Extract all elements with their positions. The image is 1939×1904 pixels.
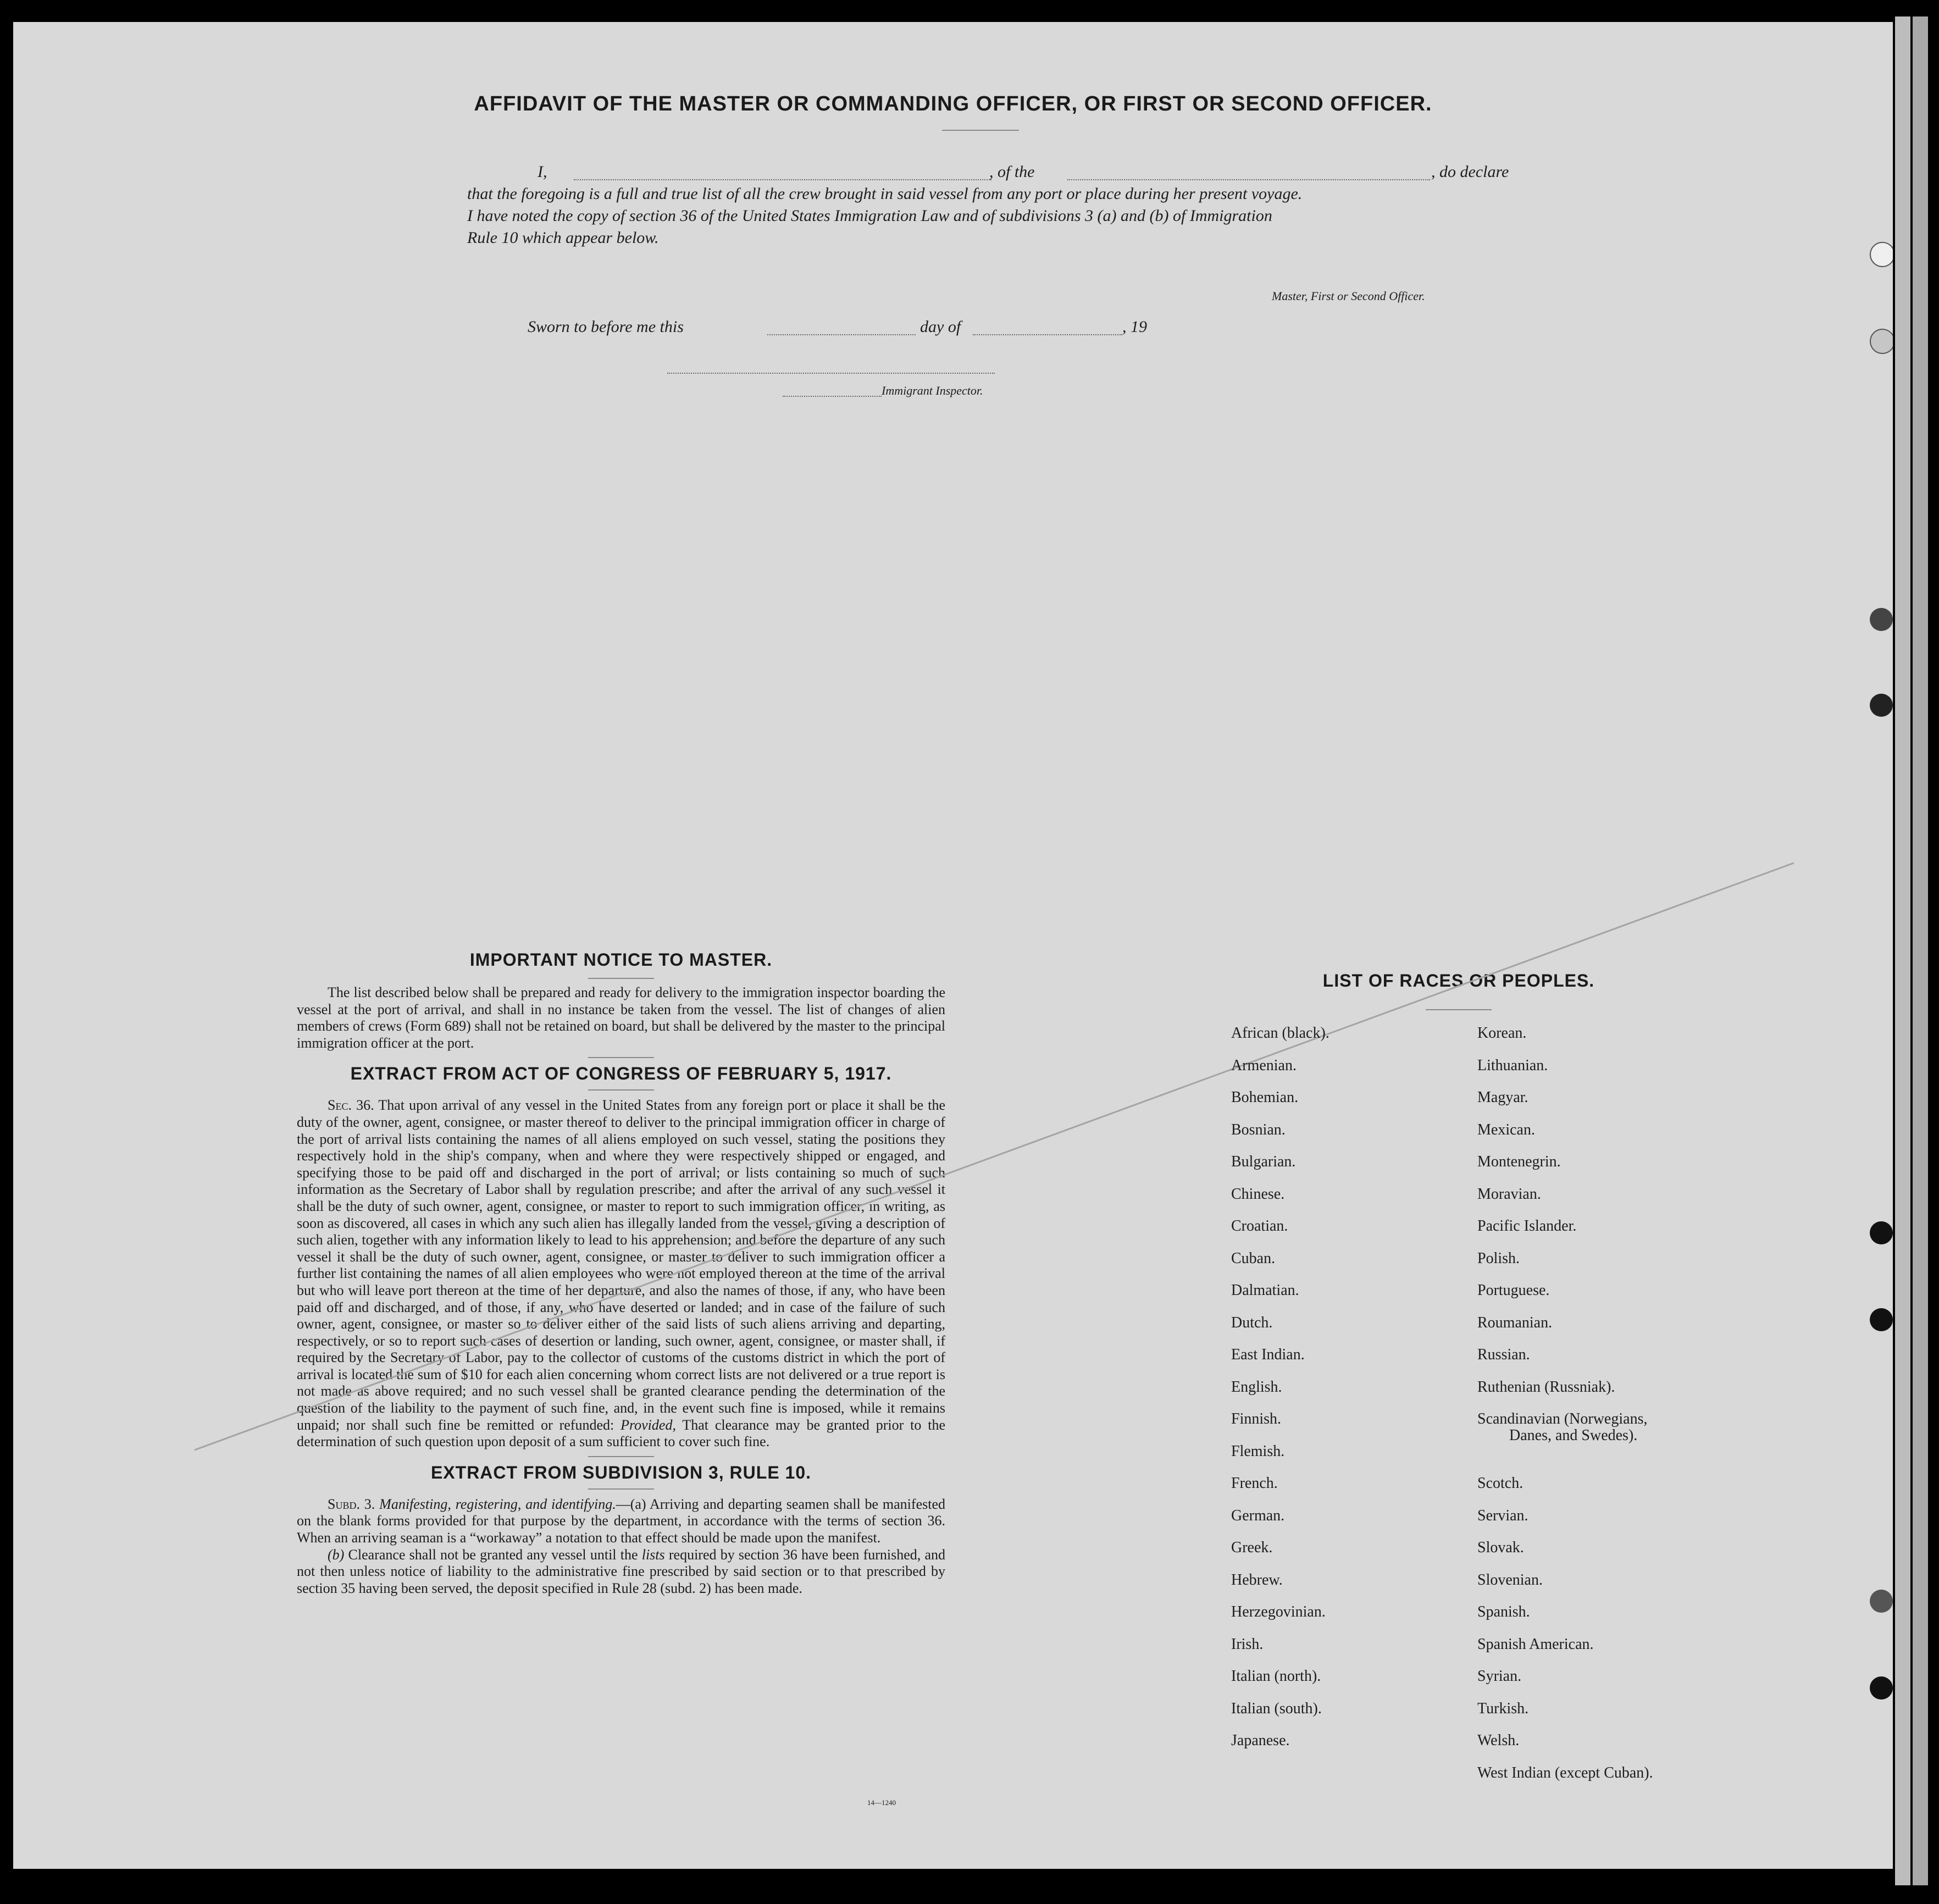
race-item: Scotch. [1477,1475,1524,1492]
race-item: Pacific Islander. [1477,1217,1577,1235]
section-36-text: That upon arrival of any vessel in the United States from any foreign port or place it shall be the duty of the owner, agent, consignee, or master thereof to deliver to the principal immigration officer in charge of the port of arrival lists containing the names of all aliens employed on such vessel, stating the positions they respectively hold in the ship's company, when and where they were respectively shipped or engaged, and specifying those to be paid off and discharged in the port of arrival; or lists containing so much of such information as the Secretary of Labor shall by regulation prescribe; and after the arrival of any such vessel it shall be the duty of such owner, agent, consignee, or master to report to such immigration officer, in writing, as soon as discovered, all cases in which any such alien has illegally landed from the vessel, giving a description of such alien, together with any information likely to lead to his apprehension; and before the departure of any such vessel it shall be the duty of such owner, agent, consignee, or master to deliver to such immigration officer a further list containing the names of all alien employees who were not employed thereon at the time of the arrival but who will leave port thereon at the time of her departure, and also the names of those, if any, who have been paid off and discharged, and of those, if any, who have deserted or landed; and in case of the failure of such owner, agent, consignee, or master so to deliver either of the said lists of such aliens arriving and departing, respectively, or so to report such cases of desertion or landing, such owner, agent, consignee, or master shall, if required by the Secretary of Labor, pay to the collector of customs of the customs district in which the port of arrival is located the sum of $10 for each alien concerning whom correct lists are not delivered or a true report is not made as above required; and no such vessel shall be granted clearance pending the determination of the question of the liability to the payment of such fine, and, in the event such fine is imposed, while it remains unpaid; nor shall such fine be remitted or refunded: [297,1097,946,1433]
race-item: Russian. [1477,1346,1530,1363]
lists-word: lists [641,1546,665,1563]
scan-crease [13,22,1893,1869]
race-item: Mexican. [1477,1121,1535,1138]
punch-hole [1870,1676,1893,1700]
rule-para-b-text-2: required by section 36 have been furnished, and not then unless notice of liability to the administrative fine prescribed by said section or to that prescribed by section 35 having been served, the deposit specified in Rule 28 (subd. 2) has been made. [297,1546,946,1596]
race-item: Spanish American. [1477,1635,1594,1653]
stacked-sheet-edge [1913,16,1928,1885]
race-item: Bohemian. [1231,1089,1299,1106]
rule-para-a-text: —(a) Arriving and departing seamen shall be manifested on the blank forms provided for that purpose by the department, in accordance with the terms of section 36. When an arriving seaman is a “workaway” a notation to that effect should be made upon the manifest. [297,1496,945,1546]
race-item: West Indian (except Cuban). [1477,1764,1653,1781]
declare-do-declare: , do declare [1431,163,1509,181]
race-item: Japanese. [1231,1732,1290,1749]
affidavit-title: AFFIDAVIT OF THE MASTER OR COMMANDING OFFICER, OR FIRST OR SECOND OFFICER. [474,92,1432,115]
race-item: Italian (south). [1231,1700,1322,1717]
race-item: Bosnian. [1231,1121,1286,1138]
race-item: French. [1231,1475,1278,1492]
race-item: Syrian. [1477,1668,1522,1685]
race-item: English. [1231,1378,1282,1396]
para-b-mark: (b) [328,1546,345,1563]
sworn-to: Sworn to before me this [528,318,684,336]
punch-hole [1870,1221,1893,1244]
race-item: Italian (north). [1231,1668,1321,1685]
race-item: African (black). [1231,1025,1329,1042]
section-label: Sec. 36. [328,1097,374,1114]
race-item: Danes, and Swedes). [1509,1427,1638,1444]
race-item: Magyar. [1477,1089,1528,1106]
punch-hole [1870,1590,1893,1613]
stacked-sheet-edge [1895,16,1910,1885]
affidavit-line-3: Rule 10 which appear below. [467,229,659,247]
section-36-proviso: That clearance may be granted prior to the determination of such question upon deposit of a sum sufficient to cover such fine. [297,1416,945,1450]
race-item: Finnish. [1231,1410,1282,1427]
punch-hole [1870,694,1893,717]
race-item: Dutch. [1231,1314,1273,1331]
race-item: Scandinavian (Norwegians, [1477,1410,1648,1427]
race-item: Servian. [1477,1507,1528,1524]
rule-para-b-text-1: Clearance shall not be granted any vessel until the [348,1546,638,1563]
race-item: Hebrew. [1231,1571,1283,1588]
extract-rule-title: EXTRACT FROM SUBDIVISION 3, RULE 10. [430,1462,812,1482]
affidavit-line-1: that the foregoing is a full and true list of all the crew brought in said vessel from any port or place during her present voyage. [467,185,1303,203]
race-item: Slovenian. [1477,1571,1543,1588]
race-item: Armenian. [1231,1056,1297,1074]
race-item: Spanish. [1477,1603,1530,1620]
race-item: Dalmatian. [1231,1282,1299,1299]
races-title: LIST OF RACES OR PEOPLES. [1322,971,1595,990]
affidavit-line-2: I have noted the copy of section 36 of the United States Immigration Law and of subdivisions 3 (a) and (b) of Immigration [467,207,1272,225]
race-item: Welsh. [1477,1732,1520,1749]
race-item: Croatian. [1231,1217,1288,1235]
race-item: Bulgarian. [1231,1153,1296,1170]
race-item: Flemish. [1231,1442,1285,1460]
inspector-label: Immigrant Inspector. [882,384,983,397]
subdivision-heading: Manifesting, registering, and identifying. [379,1496,616,1512]
race-item: Montenegrin. [1477,1153,1561,1170]
race-item: Moravian. [1477,1185,1541,1203]
race-item: Ruthenian (Russniak). [1477,1378,1615,1396]
declare-of-the: , of the [989,163,1035,181]
notice-text: The list described below shall be prepared and ready for delivery to the immigration inspector boarding the vessel at the port of arrival, and shall in no instance be taken from the vessel. The list of changes of alien members of crews (Form 689) shall not be retained on board, but shall be delivered by the master to the principal immigration officer at the port. [297,984,945,1051]
form-number: 14—1240 [867,1798,896,1807]
punch-hole [1870,608,1893,631]
race-item: Lithuanian. [1477,1056,1548,1074]
race-item: Korean. [1477,1025,1527,1042]
punch-hole [1870,1308,1893,1331]
punch-hole [1870,242,1893,267]
race-item: Cuban. [1231,1249,1276,1267]
punch-hole [1870,329,1893,354]
notice-title: IMPORTANT NOTICE TO MASTER. [469,950,773,970]
sworn-day-of: day of [920,318,961,336]
race-item: Greek. [1231,1539,1273,1556]
provided-word: Provided, [621,1416,676,1433]
race-item: Portuguese. [1477,1282,1550,1299]
race-item: Irish. [1231,1635,1264,1653]
race-item: Herzegovinian. [1231,1603,1326,1620]
race-item: Roumanian. [1477,1314,1553,1331]
signature-label: Master, First or Second Officer. [1272,289,1425,303]
subdivision-label: Subd. 3. [328,1496,375,1512]
race-item: Chinese. [1231,1185,1285,1203]
race-item: German. [1231,1507,1285,1524]
race-item: Slovak. [1477,1539,1524,1556]
extract-act-title: EXTRACT FROM ACT OF CONGRESS OF FEBRUARY 5, 1917. [350,1064,892,1084]
declare-i: I, [538,163,547,181]
sworn-year: , 19 [1122,318,1147,336]
race-item: East Indian. [1231,1346,1305,1363]
race-item: Polish. [1477,1249,1520,1267]
race-item: Turkish. [1477,1700,1529,1717]
document-page [13,22,1893,1869]
